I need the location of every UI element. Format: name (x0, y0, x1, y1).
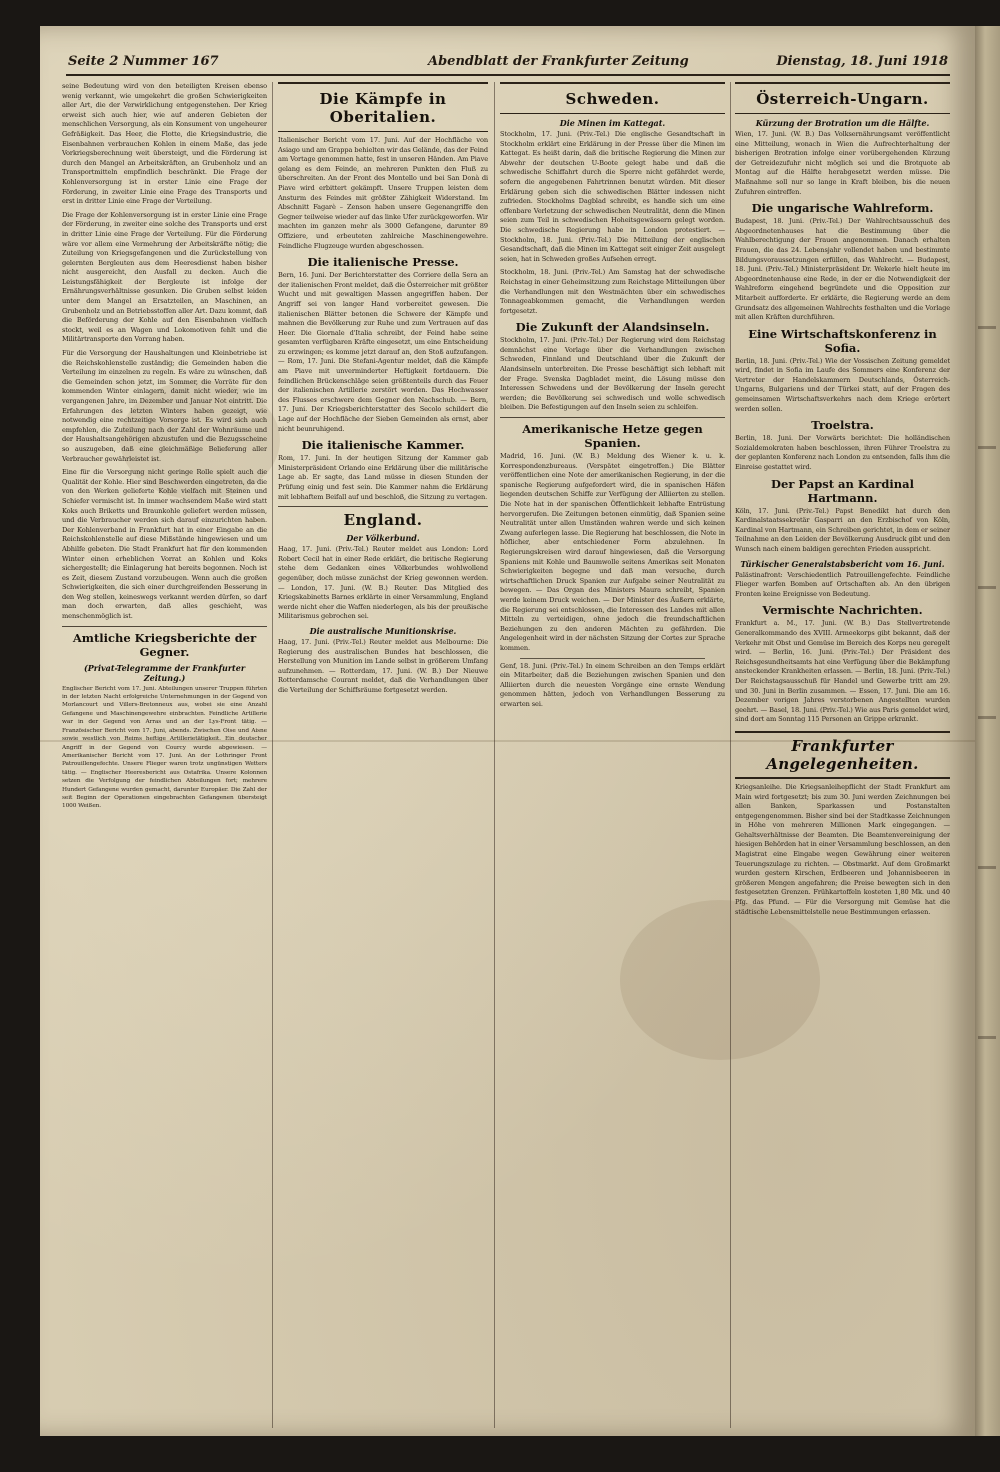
section-subheading: Die Minen im Kattegat. (559, 118, 666, 128)
newspaper-title: Abendblatt der Frankfurter Zeitung (428, 54, 689, 69)
article-text: Palästinafront: Verschiedentlich Patrouillengefechte. Feindliche Flieger warfen Bomben auf Ortschaften ab. An den übrigen Fronten keine Ereignisse von Bedeutung. (735, 570, 950, 598)
article-text: Für die Versorgung der Haushaltungen und Kleinbetriebe ist die Reichskohlenstelle zuständig; die Gemeinden haben die Verteilung im einzelnen zu regeln. Es wäre zu wünschen, daß die Gemeinden schon jetzt, im Sommer, die Vorräte für den kommenden Winter einlagern, damit nicht wieder, wie im vergangenen Jahre, im Dezember und Januar Not eintritt. Die Erfahrungen des letzten Winters haben gezeigt, wie notwendig eine rechtzeitige Vorsorge ist. Es wird sich auch empfehlen, die Zuteilung nach der Zahl der Wohnräume und der Haushaltsangehörigen abzustufen und die Bezugsscheine so auszugeben, daß eine gleichmäßige Belieferung aller Verbraucher gewährleistet ist. (62, 349, 267, 463)
section-heading: Amtliche Kriegsberichte der Gegner. (72, 630, 257, 659)
article-text: Haag, 17. Juni. (Priv.-Tel.) Reuter meldet aus Melbourne: Die Regierung des australischen Bundes hat beschlossen, die Herstellung von Munition im Lande selbst in größerem Umfang aufzunehmen. — Rotterdam, 17. Juni. (W. B.) Der Nieuwe Rotterdamsche Courant meldet, daß die Verhandlungen über die Verteilung der Schiffsräume fortgesetzt werden. (278, 637, 488, 694)
column-divider (494, 82, 495, 1428)
article-text: Haag, 17. Juni. (Priv.-Tel.) Reuter meldet aus London: Lord Robert Cecil hat in einer Rede erklärt, die britische Regierung stehe dem Gedanken eines Völkerbundes wohlwollend gegenüber, doch müsse zunächst der Krieg gewonnen werden. — London, 17. Juni. (W. B.) Reuter. Das Mitglied des Kriegskabinetts Barnes erklärte in einer Versammlung, England werde nicht eher die Waffen niederlegen, als bis der preußische Militarismus gebrochen sei. (278, 545, 488, 621)
masthead (68, 54, 948, 72)
section-subheading: (Privat-Telegramme der Frankfurter Zeitung.) (83, 662, 246, 683)
article-text: Englischer Bericht vom 17. Juni. Abteilungen unserer Truppen führten in der letzten Nacht erfolgreiche Unternehmungen in der Gegend von Morlancourt und Villers-Bretonneux aus, wobei sie eine Anzahl Gefangene und Maschinengewehre einbrachten. Feindliche Artillerie war in der Gegend von Arras und an der Lys-Front tätig. — Französischer Bericht vom 17. Juni, abends. Zwischen Oise und Aisne sowie westlich von Reims heftige Artillerietätigkeit. Ein deutscher Angriff in der Gegend von Courcy wurde abgewiesen. — Amerikanischer Bericht vom 17. Juni. An der Lothringer Front Patrouillengefechte. Unsere Flieger waren trotz ungünstigen Wetters tätig. — Englischer Heeresbericht aus Ostafrika. Unsere Kolonnen setzen die Verfolgung der feindlichen Abteilungen fort; mehrere Hundert Gefangene wurden gemacht, darunter Europäer. Die Zahl der seit Beginn der Operationen eingebrachten Gefangenen übersteigt 1000 Weißen. (62, 685, 267, 810)
section-heading: Österreich-Ungarn. (756, 90, 929, 108)
section-heading: Die italienische Kammer. (301, 438, 465, 453)
article-text: Eine für die Versorgung nicht geringe Rolle spielt auch die Qualität der Kohle. Hier sind Beschwerden eingetreten, da die von den Werken gelieferte Kohle vielfach mit Steinen und Schiefer vermischt ist. In immer wachsendem Maße wird statt Koks auch Briketts und Braunkohle geliefert werden müssen, und die Verbraucher werden sich darauf einzurichten haben. Der Kohlenverband in Frankfurt hat in einer Eingabe an die Reichskohlenstelle auf diese Mißstände hingewiesen und um Abhilfe gebeten. Die Stadt Frankfurt hat für den kommenden Winter einen erheblichen Vorrat an Kohlen und Koks sichergestellt; die Einlagerung hat bereits begonnen. Noch ist es Zeit, diesem Zustand vorzubeugen. Wenn auch die großen Schwierigkeiten, die sich einer durchgreifenden Besserung in den Weg stellen, keineswegs verkannt werden dürfen, so darf man doch erwarten, daß alles geschieht, was menschenmöglich ist. (62, 468, 267, 621)
article-text: Stockholm, 18. Juni. (Priv.-Tel.) Am Samstag hat der schwedische Reichstag in einer Geheimsitzung zum Reichstage Mitteilungen über die Verhandlungen mit den Westmächten über ein schwedisches Tonnageabkommen gemacht, die Verhandlungen werden fortgesetzt. (500, 268, 725, 315)
section-heading: Vermischte Nachrichten. (762, 603, 923, 618)
section-heading: Die Zukunft der Alandsinseln. (515, 320, 710, 335)
local-news-heading: Frankfurter Angelegenheiten. (735, 731, 950, 779)
section-heading: Die ungarische Wahlreform. (751, 201, 934, 216)
section-heading: Troelstra. (811, 418, 874, 433)
section-subheading: Kürzung der Brotration um die Hälfte. (755, 118, 930, 128)
article-text: seine Bedeutung wird von den beteiligten Kreisen ebenso wenig verkannt, wie umgekehrt die großen Schwierigkeiten aller Art, die der Verwirklichung entgegenstehen. Der Krieg erweist sich auch hier, wie auf anderen Gebieten der menschlichen Versorgung, als ein Konsument von ungeheurer Gefräßigkeit. Das Heer, die Flotte, die Kriegsindustrie, die Eisenbahnen verbrauchen Kohlen in einem Maße, das jede Vorkriegsberechnung weit übersteigt, und die Förderung ist durch den Mangel an Arbeitskräften, an Grubenholz und an Transportmitteln empfindlich beschränkt. Die Frage der Kohlenversorgung ist in erster Linie eine Frage der Förderung, in zweiter Linie eine Frage des Transports und erst in dritter Linie eine Frage der Verteilung. (62, 82, 267, 206)
masthead-rule (66, 74, 950, 76)
column-1 (62, 82, 267, 1426)
article-text: Frankfurt a. M., 17. Juni. (W. B.) Das Stellvertretende Generalkommando des XVIII. Armeekorps gibt bekannt, daß der Verkehr mit Obst und Gemüse im Bereich des Korps neu geregelt wird. — Berlin, 16. Juni. (Priv.-Tel.) Der Präsident des Reichsgesundheitsamts hat eine Verfügung über die Bekämpfung ansteckender Krankheiten erlassen. — Berlin, 18. Juni. (Priv.-Tel.) Der Reichstagsausschuß für Handel und Gewerbe tritt am 29. und 30. Juni in Berlin zusammen. — Essen, 17. Juni. Die am 16. Dezember vorigen Jahres verstorbenen Angestellten wurden geehrt. — Basel, 18. Juni. (Priv.-Tel.) Wie aus Paris gemeldet wird, sind dort am Sonntag 115 Personen an Grippe erkrankt. (735, 619, 950, 724)
page-number: Seite 2 Nummer 167 (68, 54, 219, 69)
section-heading: Schweden. (565, 90, 660, 108)
article-text: Stockholm, 17. Juni. (Priv.-Tel.) Die englische Gesandtschaft in Stockholm erklärt eine Erklärung in der Presse über die Minen im Kattegat. Es heißt darin, daß die britische Regierung die Minen zur Abwehr der deutschen U-Boote gelegt habe und daß die schwedische Schiffahrt durch die Sperre nicht gefährdet werde, sofern die angegebenen Fahrtrinnen benutzt würden. Mit dieser Erklärung geben sich die schwedischen Blätter indessen nicht zufrieden. Stockholms Dagblad schreibt, es handle sich um eine offenbare Verletzung der schwedischen Neutralität, denn die Minen seien zum Teil in schwedischen Hoheitsgewässern gelegt worden. Die schwedische Regierung habe in London protestiert. — Stockholm, 18. Juni. (Priv.-Tel.) Die Mitteilung der englischen Gesandtschaft, daß die Minen im Kattegat seit einiger Zeit ausgelegt seien, hat in Schweden großes Aufsehen erregt. (500, 130, 725, 263)
issue-date: Dienstag, 18. Juni 1918 (776, 54, 948, 69)
article-text: Genf, 18. Juni. (Priv.-Tel.) In einem Schreiben an den Temps erklärt ein Mitarbeiter, daß die Beziehungen zwischen Spanien und den Alliierten durch die neuesten Vorgänge eine ernste Wendung genommen hätten, jedoch von Verhandlungen Besserung zu erwarten sei. (500, 661, 725, 708)
column-2 (278, 82, 488, 1426)
article-text: Italienischer Bericht vom 17. Juni. Auf der Hochfläche von Asiago und am Grappa behielten wir das Gelände, das der Feind am Vortage genommen hatte, fest in unseren Händen. Am Piave gelang es dem Feinde, an mehreren Punkten den Fluß zu überschreiten. An der Front des Montello und bei San Donà di Piave wird erbittert gekämpft. Unsere Truppen leisten dem Ansturm des Feindes mit größter Zähigkeit Widerstand. Im Abschnitt Fagarè – Zenson haben unsere Gegenangriffe den Gegner teilweise wieder auf das linke Ufer zurückgeworfen. Wir machten im ganzen mehr als 3000 Gefangene, darunter 89 Offiziere, und erbeuteten zahlreiche Maschinengewehre. Feindliche Flugzeuge wurden abgeschossen. (278, 136, 488, 250)
article-text: Stockholm, 17. Juni. (Priv.-Tel.) Der Regierung wird dem Reichstag demnächst eine Vorlage über die Verhandlungen zwischen Schweden, Finnland und Deutschland über die Zukunft der Alandsinseln unterbreiten. Die Presse beschäftigt sich lebhaft mit der Frage. Svenska Dagbladet meint, die Lösung müsse den Interessen Schwedens und der Bevölkerung der Inseln gerecht werden; die Bevölkerung sei schwedisch und wolle schwedisch bleiben. Die Befestigungen auf den Inseln seien zu schleifen. (500, 336, 725, 412)
article-text: Budapest, 18. Juni. (Priv.-Tel.) Der Wahlrechtsausschuß des Abgeordnetenhauses hat die Bestimmung über die Wahlberechtigung der Frauen angenommen. Danach erhalten Frauen, die das 24. Lebensjahr vollendet haben und bestimmte Bildungsvoraussetzungen erfüllen, das Wahlrecht. — Budapest, 18. Juni. (Priv.-Tel.) Ministerpräsident Dr. Wekerle hielt heute im Abgeordnetenhause eine Rede, in der er die Notwendigkeit der Wahlreform eingehend begründete und die Opposition zur Mitarbeit aufforderte. Er erklärte, die Regierung werde an dem Grundsatz des allgemeinen Wahlrechts festhalten und die Vorlage mit allen Kräften durchführen. (735, 217, 950, 322)
article-text: Wien, 17. Juni. (W. B.) Das Volksernährungsamt veröffentlicht eine Mitteilung, wonach in Wien die Aufrechterhaltung der bisherigen Brotration infolge einer vorübergehenden Kürzung der Getreidezufuhr nicht möglich sei und die Brotquote ab Montag auf die Hälfte herabgesetzt werden müsse. Die Maßnahme soll nur so lange in Kraft bleiben, bis die neuen Zufuhren eintreffen. (735, 130, 950, 196)
section-heading: Amerikanische Hetze gegen Spanien. (522, 422, 703, 451)
article-text: Kriegsanleihe. Die Kriegsanleihepflicht der Stadt Frankfurt am Main wird fortgesetzt; bis zum 30. Juni werden Zeichnungen bei allen Banken, Sparkassen und Postanstalten entgegengenommen. Bisher sind bei der Stadtkasse Zeichnungen in Höhe von mehreren Millionen Mark eingegangen. — Gehaltsverhältnisse der Beamten. Die Beamtenvereinigung der hiesigen Behörden hat in einer Versammlung beschlossen, an den Magistrat eine Eingabe wegen Gewährung einer weiteren Teuerungszulage zu richten. — Obstmarkt. Auf dem Großmarkt wurden gestern Kirschen, Erdbeeren und Johannisbeeren in größeren Mengen angefahren; die Preise bewegten sich in den festgesetzten Grenzen. Frühkartoffeln kosteten 1,80 Mk. und 40 Pfg. das Pfund. — Für die Versorgung mit Gemüse hat die städtische Lebensmittelstelle neue Bestimmungen erlassen. (735, 782, 950, 916)
article-text: Berlin, 18. Juni. (Priv.-Tel.) Wie der Vossischen Zeitung gemeldet wird, findet in Sofia im Laufe des Sommers eine Konferenz der Vertreter der Handelskammern Deutschlands, Österreich-Ungarns, Bulgariens und der Türkei statt, auf der Fragen des gemeinsamen Wirtschaftsverkehrs nach dem Kriege erörtert werden sollen. (735, 356, 950, 413)
section-heading: Der Papst an Kardinal Hartmann. (771, 476, 914, 505)
article-text: Madrid, 16. Juni. (W. B.) Meldung des Wiener k. u. k. Korrespondenzbureaus. (Verspätet eingetroffen.) Die Blätter veröffentlichen eine Note der amerikanischen Regierung, in der die spanische Regierung aufgefordert wird, die in spanischen Häfen liegenden deutschen Schiffe zur Verfügung der Alliierten zu stellen. Die Note hat in der spanischen Öffentlichkeit lebhafte Entrüstung hervorgerufen. Die Zeitungen betonen einmütig, daß Spanien seine Neutralität unter allen Umständen wahren werde und sich keinen Zwang auferlegen lasse. Die Regierung hat beschlossen, die Note in höflicher, aber entschiedener Form abzulehnen. In Regierungskreisen wird darauf hingewiesen, daß die Versorgung Spaniens mit Kohle und Baumwolle seitens Amerikas seit Monaten Schwierigkeiten begegne und daß man versuche, durch wirtschaftlichen Druck Spanien zur Aufgabe seiner Neutralität zu bewegen. — Das Organ des Ministers Maura schreibt, Spanien werde keinem Druck weichen. — Der Minister des Äußern erklärte, die Regierung sei entschlossen, die Interessen des Landes mit allen Mitteln zu verteidigen, ohne jedoch die freundschaftlichen Beziehungen zu den anderen Mächten zu gefährden. Die Angelegenheit wird in der nächsten Sitzung der Cortes zur Sprache kommen. (500, 452, 725, 652)
column-4 (735, 82, 950, 1426)
section-subheading: Türkischer Generalstabsbericht vom 16. Juni. (740, 558, 945, 569)
article-text: Köln, 17. Juni. (Priv.-Tel.) Papst Benedikt hat durch den Kardinalstaatssekretär Gasparri an den Erzbischof von Köln, Kardinal von Hartmann, ein Schreiben gerichtet, in dem er seiner Teilnahme an den Leiden der Bevölkerung Ausdruck gibt und den Wunsch nach einem baldigen gerechten Frieden ausspricht. (735, 506, 950, 553)
section-heading: Die italienische Presse. (307, 255, 459, 270)
column-divider (272, 82, 273, 1428)
article-text: Die Frage der Kohlenversorgung ist in erster Linie eine Frage der Förderung, in zweiter eine solche des Transports und erst in dritter Linie eine Frage der Verteilung. Für die Förderung wäre vor allem eine Vermehrung der Arbeitskräfte nötig; die Zuteilung von Kriegsgefangenen und die Zurückstellung von gelernten Bergleuten aus dem Heeresdienst haben bisher nicht ausgereicht, den Ausfall zu decken. Auch die Leistungsfähigkeit der Bergleute ist infolge der Ernährungsverhältnisse gesunken. Die Gruben selbst leiden unter dem Mangel an Ersatzteilen, an Maschinen, an Grubenholz und an Betriebsstoffen aller Art. Dazu kommt, daß die Beförderung der Kohle auf den Eisenbahnen vielfach stockt, weil es an Wagen und Lokomotiven fehlt und die Militärtransporte den Vorrang haben. (62, 210, 267, 344)
section-heading: England. (343, 511, 423, 530)
section-subheading: Die australische Munitionskrise. (309, 625, 457, 636)
section-heading: Die Kämpfe in Oberitalien. (319, 90, 447, 126)
article-text: Berlin, 18. Juni. Der Vorwärts berichtet: Die holländischen Sozialdemokraten haben beschlossen, ihren Führer Troelstra zu der geplanten Konferenz nach London zu entsenden, falls ihm die Einreise gestattet wird. (735, 434, 950, 472)
section-subheading: Der Völkerbund. (346, 533, 420, 544)
section-heading: Eine Wirtschaftskonferenz in Sofia. (748, 326, 937, 355)
column-3 (500, 82, 725, 1426)
column-divider (730, 82, 731, 1428)
article-text: Rom, 17. Juni. In der heutigen Sitzung der Kammer gab Ministerpräsident Orlando eine Erklärung über die militärische Lage ab. Er sagte, das Land müsse in diesen Stunden der Prüfung einig und fest sein. Die Kammer nahm die Erklärung mit lebhaftem Beifall auf und beschloß, die Sitzung zu vertagen. (278, 454, 488, 501)
adjacent-page-edge (975, 26, 1000, 1436)
article-text: Bern, 16. Juni. Der Berichterstatter des Corriere della Sera an der italienischen Front meldet, daß die Österreicher mit größter Wucht und mit gewaltigen Massen angegriffen haben. Der Angriff sei von langer Hand vorbereitet gewesen. Die italienischen Blätter betonen die Schwere der Kämpfe und mahnen die Bevölkerung zur Ruhe und zum Vertrauen auf das Heer. Die Giornale d'Italia schreibt, der Feind habe seine gesamten verfügbaren Kräfte eingesetzt, um eine Entscheidung zu erzwingen; es komme jetzt darauf an, den Stoß aufzufangen. — Rom, 17. Juni. Die Stefani-Agentur meldet, daß die Kämpfe am Piave mit unverminderter Heftigkeit fortdauern. Die feindlichen Brückenschläge seien größtenteils durch das Feuer der italienischen Artillerie zerstört worden. Das Hochwasser des Flusses erschwere dem Gegner den Nachschub. — Bern, 17. Juni. Der Kriegsberichterstatter des Secolo schildert die Lage auf der Hochfläche der Sieben Gemeinden als ernst, aber nicht beunruhigend. (278, 271, 488, 433)
